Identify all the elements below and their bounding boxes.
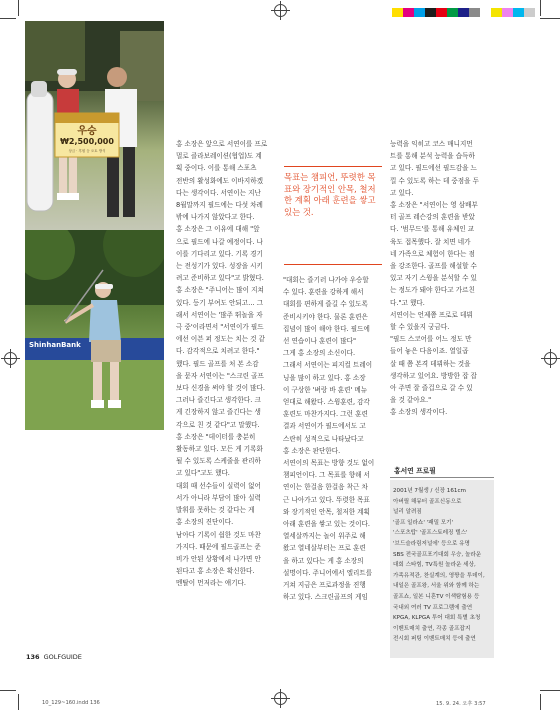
- slug-date: 15. 9. 24. 오후 3:57: [436, 701, 486, 707]
- profile-line: 전시회 퍼팅 이벤트매치 등에 출연: [393, 636, 476, 643]
- crop-mark: [540, 0, 541, 16]
- column1-line: 서가 아니라 부담이 많아 실력: [176, 493, 261, 502]
- column1-line: 그러나 즐긴다고 생각한다. 크: [176, 396, 261, 405]
- column1-line: 이를 기다리고 있다. 기록 경기: [176, 249, 263, 258]
- column1-line: 멀로 클라보레이션(협업)도 계: [176, 152, 262, 161]
- profile-line: 대회 스타힘, TV특원 놀라운 세상,: [393, 562, 476, 569]
- crop-mark: [540, 18, 560, 19]
- column3-line: 들어 놓은 다음이죠. 열일곱: [390, 347, 469, 356]
- column3-line: 육도 접목했다. 잘 치면 네가: [390, 237, 471, 246]
- column2-line: 을 하고 있다는 게 홍 소장의: [283, 556, 364, 565]
- column1-line: 대회 때 선수들이 실력이 없어: [176, 481, 261, 490]
- column3-line: 다."고 했다.: [390, 298, 425, 307]
- column1-line: 활동하고 있다. 모든 게 기록화: [176, 445, 263, 454]
- column3-line: 을 것 같아요.": [390, 396, 432, 405]
- column2-line: 하고 있다. 스크린골프의 게임: [283, 593, 368, 602]
- crop-mark: [540, 694, 541, 710]
- crop-mark: [18, 0, 19, 16]
- column2-line: 챔피언이다. 그 목표를 향해 서: [283, 471, 370, 480]
- column2-line: 연이는 한걸음 한걸음 착근 차: [283, 483, 368, 492]
- color-swatch: [392, 8, 403, 17]
- column1-line: 홍 소장은 그 이유에 대해 "앞: [176, 225, 260, 234]
- profile-line: '골프 일라쇼' '패밀 모기': [393, 519, 454, 526]
- column2-line: 집념이 많이 해야 한다. 필드에: [283, 324, 370, 333]
- column3-line: 능력을 익히고 코스 매니지먼: [390, 140, 473, 148]
- crop-mark: [540, 690, 560, 691]
- column1-line: 했다. 필드 골프를 처 본 소감: [176, 359, 259, 368]
- column3-line: "필드 스코어를 어느 정도 만: [390, 335, 472, 344]
- column3-line: 있고 자기 스윙을 분석할 수 있: [390, 274, 477, 283]
- column2-line: 서연이의 목표는 방향 것도 없이: [283, 459, 375, 468]
- color-swatch: [502, 8, 513, 17]
- column3-line: 아 주면 잘 즐겁으로 갈 수 있: [390, 384, 473, 393]
- column2-line: 결과 서연이가 필드에서도 고: [283, 422, 366, 431]
- column2-line: 선 연습이나 훈련이 많다": [283, 337, 357, 346]
- column2-line: 홍 소장은 판단한다.: [283, 446, 341, 455]
- column3-line: 트를 통해 분석 능력을 습득하: [390, 152, 475, 161]
- color-swatch: [436, 8, 447, 17]
- registration-mark: [544, 352, 557, 365]
- profile-rule: [390, 477, 494, 478]
- color-swatch: [403, 8, 414, 17]
- column3-line: 생각하고 있어요. 방방한 잡 잡: [390, 371, 477, 380]
- page-number: 136: [26, 653, 40, 661]
- column1-line: 가지다. 때문에 필드골프는 준: [176, 542, 261, 551]
- slug-file: 10_129~160.indd 136: [42, 700, 100, 706]
- column2-line: 근 나아가고 있다. 뚜렷한 목표: [283, 495, 370, 504]
- column1-line: 남아다 기록이 쉽한 것도 마찬: [176, 530, 261, 539]
- color-swatch: [491, 8, 502, 17]
- body-column-2: [283, 274, 383, 603]
- profile-line: 내일은 골프왕, 서울 위와 함께 하는: [393, 583, 480, 590]
- column3-line: 다. '범무드'를 통해 유체인 교: [390, 225, 475, 234]
- award-sign-title: 우승: [77, 126, 97, 137]
- column1-line: 려고 준비하고 있다"고 밝혔다.: [176, 274, 264, 283]
- column3-line: 고 있다. 필드에선 필드감을 느: [390, 164, 477, 173]
- column1-line: 극 중'이라면서 "서연이가 필드: [176, 323, 264, 332]
- column3-line: 서연이는 언제쯤 프로로 데뷔: [390, 310, 473, 319]
- column1-line: 으로 필드에 나갈 예정이다. 나: [176, 237, 263, 246]
- profile-line: 이벤트매치 출연, 각종 골프잡지: [393, 625, 471, 632]
- profile-line: 널리 알려짐: [393, 509, 422, 516]
- column1-line: 홍 소장은 앞으로 서연이를 프로: [176, 140, 268, 148]
- profile-line: SBS 전국골프포기대회 우승, 놀라운: [393, 551, 482, 558]
- column1-line: 된다고 홍 소장은 확신한다.: [176, 567, 255, 576]
- award-photo: [25, 21, 164, 230]
- award-sign-amount: ₩2,500,000: [60, 137, 114, 146]
- column2-line: 수 있다. 훈련을 강하게 해서: [283, 288, 364, 297]
- column1-line: 8월말까지 필드에는 다섯 차례: [176, 201, 263, 210]
- column1-line: 전반의 활성화에도 이바지하겠: [176, 176, 263, 185]
- column1-line: 에선 이븐 퍼 정도는 치는 것 같: [176, 335, 266, 344]
- color-calibration-bar: [392, 8, 535, 17]
- column2-line: 설명이다. 주니어에서 엘리트를: [283, 568, 373, 577]
- column2-line: 그게 홍 소장의 소신이다.: [283, 349, 356, 358]
- banner-text: ShinhanBank: [29, 341, 81, 349]
- column1-line: 획 중이다. 이를 통해 스포츠: [176, 164, 257, 173]
- column1-line: 보다 신경을 써야 할 것이 많다.: [176, 384, 266, 393]
- color-swatch: [447, 8, 458, 17]
- column1-line: 게 긴장하지 않고 즐긴다는 생: [176, 408, 261, 417]
- column3-line: 고 있다.: [390, 188, 414, 197]
- column1-line: 비가 안된 상황에서 나가면 안: [176, 554, 261, 563]
- column3-line: 살 때 쯤 본격 데뷔하는 것을: [390, 359, 471, 368]
- color-swatch: [480, 8, 491, 17]
- color-swatch: [469, 8, 480, 17]
- column2-line: 거쳐 지금은 프로과정을 진행: [283, 581, 366, 590]
- column1-line: 는 전성기가 있다. 성장을 시키: [176, 262, 263, 271]
- column2-line: 왔고 열네살부터는 프로 훈련: [283, 544, 366, 553]
- column1-line: 될 수 있도록 스케줄을 관리하: [176, 457, 261, 466]
- color-swatch: [425, 8, 436, 17]
- registration-mark: [274, 692, 287, 705]
- quote-rule-bottom: [284, 264, 382, 265]
- column1-line: 다. 감각적으로 치려고 한다.": [176, 347, 260, 356]
- registration-mark: [274, 4, 287, 17]
- column3-line: 터 골프 레슨강의 훈련을 받았: [390, 213, 475, 222]
- column1-line: 있다. 등기 부여도 안되고… 그: [176, 298, 264, 307]
- column2-line: 훈련도 마찬가지다. 그런 훈련: [283, 410, 368, 419]
- profile-line: 아버릴 해뮤터 골프신동으로: [393, 498, 462, 505]
- column1-line: 홍 소장은 "데이터를 충분히: [176, 432, 256, 441]
- column1-line: 밖에 나가지 않았다고 한다.: [176, 213, 255, 222]
- quote-rule-top: [284, 166, 382, 167]
- color-swatch: [513, 8, 524, 17]
- profile-line: 국내외 여러 TV 프로그램에 출연: [393, 604, 473, 611]
- column1-line: 홍 소장의 진단이다.: [176, 518, 234, 527]
- body-column-3: [390, 138, 492, 419]
- column1-line: 발휘를 못하는 것 같다는 게: [176, 506, 255, 515]
- registration-mark: [4, 352, 17, 365]
- column2-line: 준비시키야 한다. 물론 훈련은: [283, 312, 368, 321]
- swing-photo-illustration: [25, 230, 164, 430]
- column1-line: 을 묻자 서연이는 "스크린 골프: [176, 371, 264, 380]
- swing-photo: [25, 230, 164, 430]
- profile-line: 골프쇼, 일본 니혼TV 이색탐험용 등: [393, 593, 480, 600]
- column1-line: 다는 생각이다. 서연이는 지난: [176, 188, 261, 197]
- column3-line: 홍 소장의 생각이다.: [390, 408, 448, 417]
- column3-line: 는 정도가 돼야 한다고 가르친: [390, 286, 475, 295]
- column1-line: 고 있다"고도 했다.: [176, 469, 230, 478]
- column2-line: 그래서 서연이는 피지컬 트레이: [283, 361, 373, 370]
- column3-line: 네 가족으로 체험이 한다는 점: [390, 249, 475, 258]
- column2-line: 아래 훈련을 쌓고 있는 것이다.: [283, 520, 370, 529]
- column3-line: 홍 소장은 "서연이는 영 삼배부: [390, 201, 478, 210]
- column2-line: 닝을 많이 하고 있다. 홍 소장: [283, 373, 366, 382]
- column1-line: 래서 서연이는 '많주 뛰놀을 자: [176, 310, 263, 319]
- crop-mark: [18, 694, 19, 710]
- column3-line: 을 강조한다. 골프를 해설할 수: [390, 262, 477, 271]
- award-sign-note: 상금 · 후원 등 오토 방식: [68, 149, 106, 153]
- color-swatch: [414, 8, 425, 17]
- profile-line: '스포츠탑' '골프스토레징 텔스': [393, 530, 468, 537]
- column2-line: 열세살까지는 놀이 위주로 해: [283, 532, 366, 541]
- column2-line: 와 장기적인 안목, 철저한 계획: [283, 507, 370, 516]
- color-swatch: [458, 8, 469, 17]
- column2-line: 대회를 편하게 즐길 수 있도록: [283, 300, 368, 309]
- column3-line: 할 수 있을지 궁금다.: [390, 323, 450, 332]
- profile-text: [393, 486, 493, 645]
- profile-title: 홍서연 프로필: [394, 467, 436, 475]
- column1-line: 홍 소장은 "주니어는 많이 지쳐: [176, 286, 264, 295]
- column3-line: 낄 수 있도록 하는 데 중점을 두: [390, 176, 480, 185]
- profile-line: 가족유적관, 찬실계의, 영짱을 투데이,: [393, 572, 485, 579]
- folio: [26, 653, 82, 661]
- crop-mark: [0, 18, 16, 19]
- color-swatch: [524, 8, 535, 17]
- crop-mark: [0, 690, 16, 691]
- column1-line: 각으로 친 것 같다"고 말했다.: [176, 420, 260, 429]
- profile-line: 2001년 7월생 / 신장 161cm: [393, 488, 467, 494]
- body-column-1: [176, 138, 276, 590]
- magazine-name: GOLFGUIDE: [43, 653, 82, 661]
- profile-line: '브드슬라림저널에' 등으로 유명: [393, 540, 470, 547]
- column2-line: "대회는 즐기러 나가야 우승할: [283, 276, 369, 284]
- profile-line: KPGA, KLPGA 투어 대회 특별 초청: [393, 615, 481, 622]
- column2-line: 이 구상한 '벼랑 바 훈련' 메뉴: [283, 385, 368, 394]
- column2-line: 스란히 성적으로 나타났다고: [283, 434, 364, 443]
- pull-quote: 목표는 챔피언, 뚜렷한 목표와 장기적인 안목, 철저한 계획 아래 훈련을 쌓고 있는 것.: [284, 172, 376, 217]
- column1-line: 멘탈이 먼저라는 얘기다.: [176, 579, 246, 588]
- column2-line: 얻대로 해왔다. 스윙훈련, 감각: [283, 398, 370, 407]
